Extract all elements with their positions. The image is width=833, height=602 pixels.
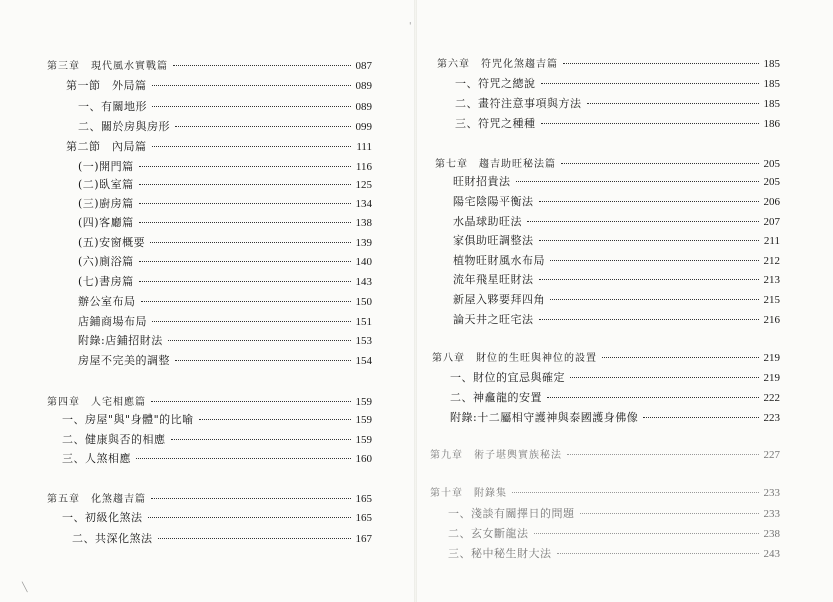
toc-title: 辦公室布局 (78, 295, 136, 308)
dot-leader (539, 279, 759, 280)
left-page (0, 0, 416, 602)
dot-leader (567, 454, 759, 455)
toc-chapter-row (430, 446, 780, 461)
toc-page-number: 089 (355, 80, 372, 92)
toc-page-number: 243 (763, 548, 780, 560)
toc-title: 水晶球助旺法 (453, 215, 522, 228)
toc-title: 一、淺談有關擇日的問題 (448, 507, 575, 520)
dot-leader (563, 63, 759, 64)
toc-entry-row (72, 530, 372, 546)
toc-title: 家俱助旺調整法 (453, 234, 534, 247)
toc-page-number: 116 (355, 161, 372, 173)
toc-title: (二)臥室篇 (78, 178, 134, 191)
toc-title: 第十章 附錄集 (430, 488, 507, 499)
toc-page-number: 212 (763, 255, 780, 267)
toc-title: 第九章 術子堪輿實族秘法 (430, 450, 562, 461)
toc-entry-row (450, 369, 780, 385)
toc-entry-row (455, 95, 780, 111)
toc-title: 房屋不完美的調整 (78, 354, 170, 367)
toc-page-number: 139 (355, 237, 372, 249)
dot-leader (512, 492, 759, 493)
toc-title: 三、人煞相應 (62, 452, 131, 465)
dot-leader (534, 533, 759, 534)
toc-title: (五)安窗概要 (78, 236, 146, 249)
toc-entry-row (453, 193, 780, 209)
toc-entry-row (453, 291, 780, 307)
toc-title: 第二節 內局篇 (66, 140, 147, 153)
toc-title: 一、符咒之總說 (455, 77, 536, 90)
dot-leader (550, 299, 759, 300)
toc-page-number: 223 (763, 412, 780, 424)
toc-title: (三)廚房篇 (78, 197, 134, 210)
dot-leader (139, 222, 351, 223)
toc-page-number: 160 (355, 453, 372, 465)
toc-title: 第三章 現代風水實戰篇 (47, 61, 168, 72)
dot-leader (561, 163, 759, 164)
toc-entry-row (78, 352, 372, 368)
toc-title: 一、房屋"與"身體"的比喻 (62, 413, 194, 426)
toc-title: 植物旺財風水布局 (453, 254, 545, 267)
toc-entry-row (448, 505, 780, 521)
toc-page-number: 211 (763, 235, 780, 247)
toc-entry-row (62, 431, 372, 447)
dot-leader (175, 126, 351, 127)
toc-chapter-row (430, 484, 780, 499)
dot-leader (158, 538, 351, 539)
toc-title: (七)書房篇 (78, 275, 134, 288)
dot-leader (550, 260, 759, 261)
toc-title: 第一節 外局篇 (66, 79, 147, 92)
toc-page-number: 140 (355, 256, 372, 268)
toc-title: 旺財招貴法 (453, 175, 511, 188)
dot-leader (547, 397, 759, 398)
toc-page-number: 159 (355, 434, 372, 446)
dot-leader (148, 517, 351, 518)
toc-page-number: 205 (763, 176, 780, 188)
dot-leader (136, 458, 351, 459)
toc-chapter-row (47, 393, 372, 408)
toc-page-number: 238 (763, 528, 780, 540)
toc-page-number: 219 (763, 372, 780, 384)
toc-page-number: 233 (763, 508, 780, 520)
toc-entry-row (62, 411, 372, 427)
toc-page-number: 167 (355, 533, 372, 545)
toc-page-number: 150 (355, 296, 372, 308)
toc-title: 二、畫符注意事項與方法 (455, 97, 582, 110)
toc-title: 流年飛星旺財法 (453, 273, 534, 286)
toc-page-number: 111 (356, 141, 372, 153)
toc-page-number: 154 (355, 355, 372, 367)
toc-title: 第五章 化煞趨吉篇 (47, 494, 146, 505)
dot-leader (152, 146, 352, 147)
dot-leader (199, 419, 351, 420)
dot-leader (171, 439, 351, 440)
toc-entry-row (78, 253, 372, 269)
dot-leader (151, 498, 351, 499)
toc-page-number: 138 (355, 217, 372, 229)
dot-leader (139, 184, 351, 185)
toc-page-number: 215 (763, 294, 780, 306)
toc-title: 新屋入夥要拜四角 (453, 293, 545, 306)
dot-leader (643, 417, 758, 418)
toc-title: 第六章 符咒化煞趨吉篇 (437, 59, 558, 70)
toc-entry-row (78, 313, 372, 329)
toc-entry-row (450, 409, 780, 425)
toc-entry-row (78, 234, 372, 250)
dot-leader (139, 166, 351, 167)
toc-entry-row (453, 213, 780, 229)
toc-page-number: 185 (763, 98, 780, 110)
toc-title: 三、秘中秘生財大法 (448, 547, 552, 560)
dot-leader (151, 401, 351, 402)
toc-page-number: 186 (763, 118, 780, 130)
toc-page-number: 089 (355, 101, 372, 113)
toc-entry-row (453, 232, 780, 248)
dot-leader (539, 201, 759, 202)
toc-entry-row (455, 115, 780, 131)
scan-speck: ╲ (22, 583, 28, 593)
toc-title: 第七章 趨吉助旺秘法篇 (435, 159, 556, 170)
toc-title: (六)廁浴篇 (78, 255, 134, 268)
dot-leader (539, 319, 759, 320)
toc-entry-row (78, 176, 372, 192)
toc-entry-row (78, 195, 372, 211)
toc-title: 第四章 人宅相應篇 (47, 397, 146, 408)
dot-leader (580, 513, 759, 514)
dot-leader (139, 203, 351, 204)
toc-page-number: 219 (763, 352, 780, 364)
dot-leader (139, 281, 351, 282)
toc-entry-row (453, 311, 780, 327)
dot-leader (152, 321, 351, 322)
toc-entry-row (78, 332, 372, 348)
toc-entry-row (448, 525, 780, 541)
toc-page-number: 233 (763, 487, 780, 499)
toc-entry-row (453, 252, 780, 268)
toc-entry-row (66, 77, 372, 93)
scan-speck: ' (409, 22, 412, 32)
toc-title: 論天井之旺宅法 (453, 313, 534, 326)
toc-chapter-row (435, 155, 780, 170)
toc-page-number: 165 (355, 493, 372, 505)
toc-title: 二、玄女斷龍法 (448, 527, 529, 540)
toc-page-number: 087 (355, 60, 372, 72)
toc-page-number: 125 (355, 179, 372, 191)
toc-page-number: 216 (763, 314, 780, 326)
dot-leader (141, 301, 351, 302)
dot-leader (602, 357, 759, 358)
toc-page-number: 207 (763, 216, 780, 228)
toc-title: 三、符咒之種種 (455, 117, 536, 130)
toc-entry-row (453, 173, 780, 189)
toc-page-number: 185 (763, 58, 780, 70)
dot-leader (139, 261, 351, 262)
toc-page-number: 153 (355, 335, 372, 347)
dot-leader (541, 83, 759, 84)
toc-entry-row (78, 273, 372, 289)
toc-title: 一、有關地形 (78, 100, 147, 113)
toc-page-number: 205 (763, 158, 780, 170)
toc-page-number: 222 (763, 392, 780, 404)
toc-entry-row (78, 158, 372, 174)
dot-leader (516, 181, 759, 182)
dot-leader (150, 242, 350, 243)
toc-entry-row (453, 271, 780, 287)
dot-leader (168, 340, 351, 341)
toc-entry-row (78, 214, 372, 230)
toc-title: 一、初級化煞法 (62, 511, 143, 524)
dot-leader (557, 553, 759, 554)
dot-leader (541, 123, 759, 124)
dot-leader (175, 360, 351, 361)
dot-leader (570, 377, 759, 378)
toc-entry-row (62, 509, 372, 525)
toc-page-number: 213 (763, 274, 780, 286)
toc-page-number: 159 (355, 396, 372, 408)
toc-page-number: 159 (355, 414, 372, 426)
toc-page-number: 185 (763, 78, 780, 90)
toc-title: (四)客廳篇 (78, 216, 134, 229)
toc-entry-row (78, 293, 372, 309)
toc-title: 附錄:店鋪招財法 (78, 334, 163, 347)
toc-title: 第八章 財位的生旺與神位的設置 (432, 353, 597, 364)
toc-title: 陽宅陰陽平衡法 (453, 195, 534, 208)
toc-entry-row (66, 138, 372, 154)
toc-page-number: 143 (355, 276, 372, 288)
toc-entry-row (455, 75, 780, 91)
toc-entry-row (448, 545, 780, 561)
dot-leader (173, 65, 351, 66)
dot-leader (539, 240, 759, 241)
toc-chapter-row (47, 490, 372, 505)
toc-page-number: 206 (763, 196, 780, 208)
toc-page-number: 151 (355, 316, 372, 328)
toc-entry-row (78, 98, 372, 114)
toc-title: 二、健康與否的相應 (62, 433, 166, 446)
toc-page-number: 134 (355, 198, 372, 210)
toc-chapter-row (47, 57, 372, 72)
toc-entry-row (62, 450, 372, 466)
toc-entry-row (78, 118, 372, 134)
dot-leader (152, 85, 351, 86)
toc-page-number: 099 (355, 121, 372, 133)
toc-chapter-row (437, 55, 780, 70)
toc-title: 二、關於房與房形 (78, 120, 170, 133)
toc-title: (一)開門篇 (78, 160, 134, 173)
toc-chapter-row (432, 349, 780, 364)
right-page (416, 0, 833, 602)
toc-title: 一、財位的宜忌與確定 (450, 371, 565, 384)
toc-title: 二、神龕龍的安置 (450, 391, 542, 404)
dot-leader (152, 106, 351, 107)
toc-entry-row (450, 389, 780, 405)
dot-leader (587, 103, 759, 104)
toc-title: 二、共深化煞法 (72, 532, 153, 545)
toc-title: 附錄:十二屬相守護神與泰國護身佛像 (450, 411, 639, 424)
toc-page-number: 165 (355, 512, 372, 524)
dot-leader (527, 221, 759, 222)
toc-title: 店鋪商場布局 (78, 315, 147, 328)
toc-page-number: 227 (763, 449, 780, 461)
